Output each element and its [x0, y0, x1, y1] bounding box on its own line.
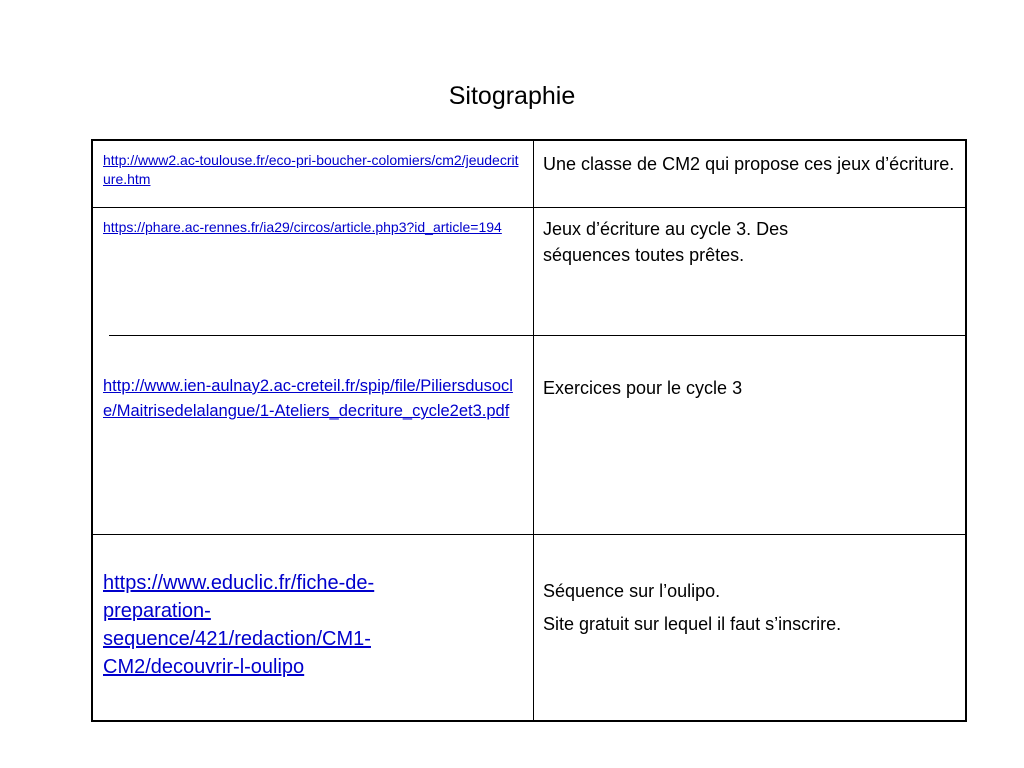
row-divider — [93, 534, 965, 535]
description-text: Jeux d’écriture au cycle 3. Des séquences toutes prêtes. — [543, 219, 789, 265]
site-link[interactable]: http://www2.ac-toulouse.fr/eco-pri-boucher-colomiers/cm2/jeudecriture.htm — [103, 152, 519, 187]
table-row-2-link-cell — [103, 218, 523, 237]
table-row-4-description — [543, 575, 959, 641]
table-row-3-link-cell — [103, 374, 525, 424]
site-link[interactable]: http://www.ien-aulnay2.ac-creteil.fr/spip/file/Piliersdusocle/Maitrisedelalangue/1-Ateliers_decriture_cycle2et3.pdf — [103, 377, 513, 420]
table-row-4-link-cell — [103, 569, 433, 681]
site-link[interactable]: https://www.educlic.fr/fiche-de-preparation-sequence/421/redaction/CM1-CM2/decouvrir-l-oulipo — [103, 572, 375, 678]
description-text: Exercices pour le cycle 3 — [543, 378, 743, 398]
table-row-1-link-cell — [103, 151, 523, 189]
table-row-2-description — [543, 216, 873, 268]
site-link[interactable]: https://phare.ac-rennes.fr/ia29/circos/article.php3?id_article=194 — [103, 219, 502, 235]
table-row-3-description — [543, 375, 959, 401]
column-divider — [533, 141, 534, 720]
description-text: Une classe de CM2 qui propose ces jeux d’écriture. — [543, 154, 955, 174]
description-text: Site gratuit sur lequel il faut s’inscrire. — [543, 614, 842, 634]
sitography-table — [91, 139, 967, 722]
page-title: Sitographie — [448, 82, 576, 110]
table-row-1-description — [543, 151, 959, 177]
description-text: Séquence sur l’oulipo. — [543, 581, 721, 601]
row-divider — [109, 335, 965, 336]
row-divider — [93, 207, 965, 208]
